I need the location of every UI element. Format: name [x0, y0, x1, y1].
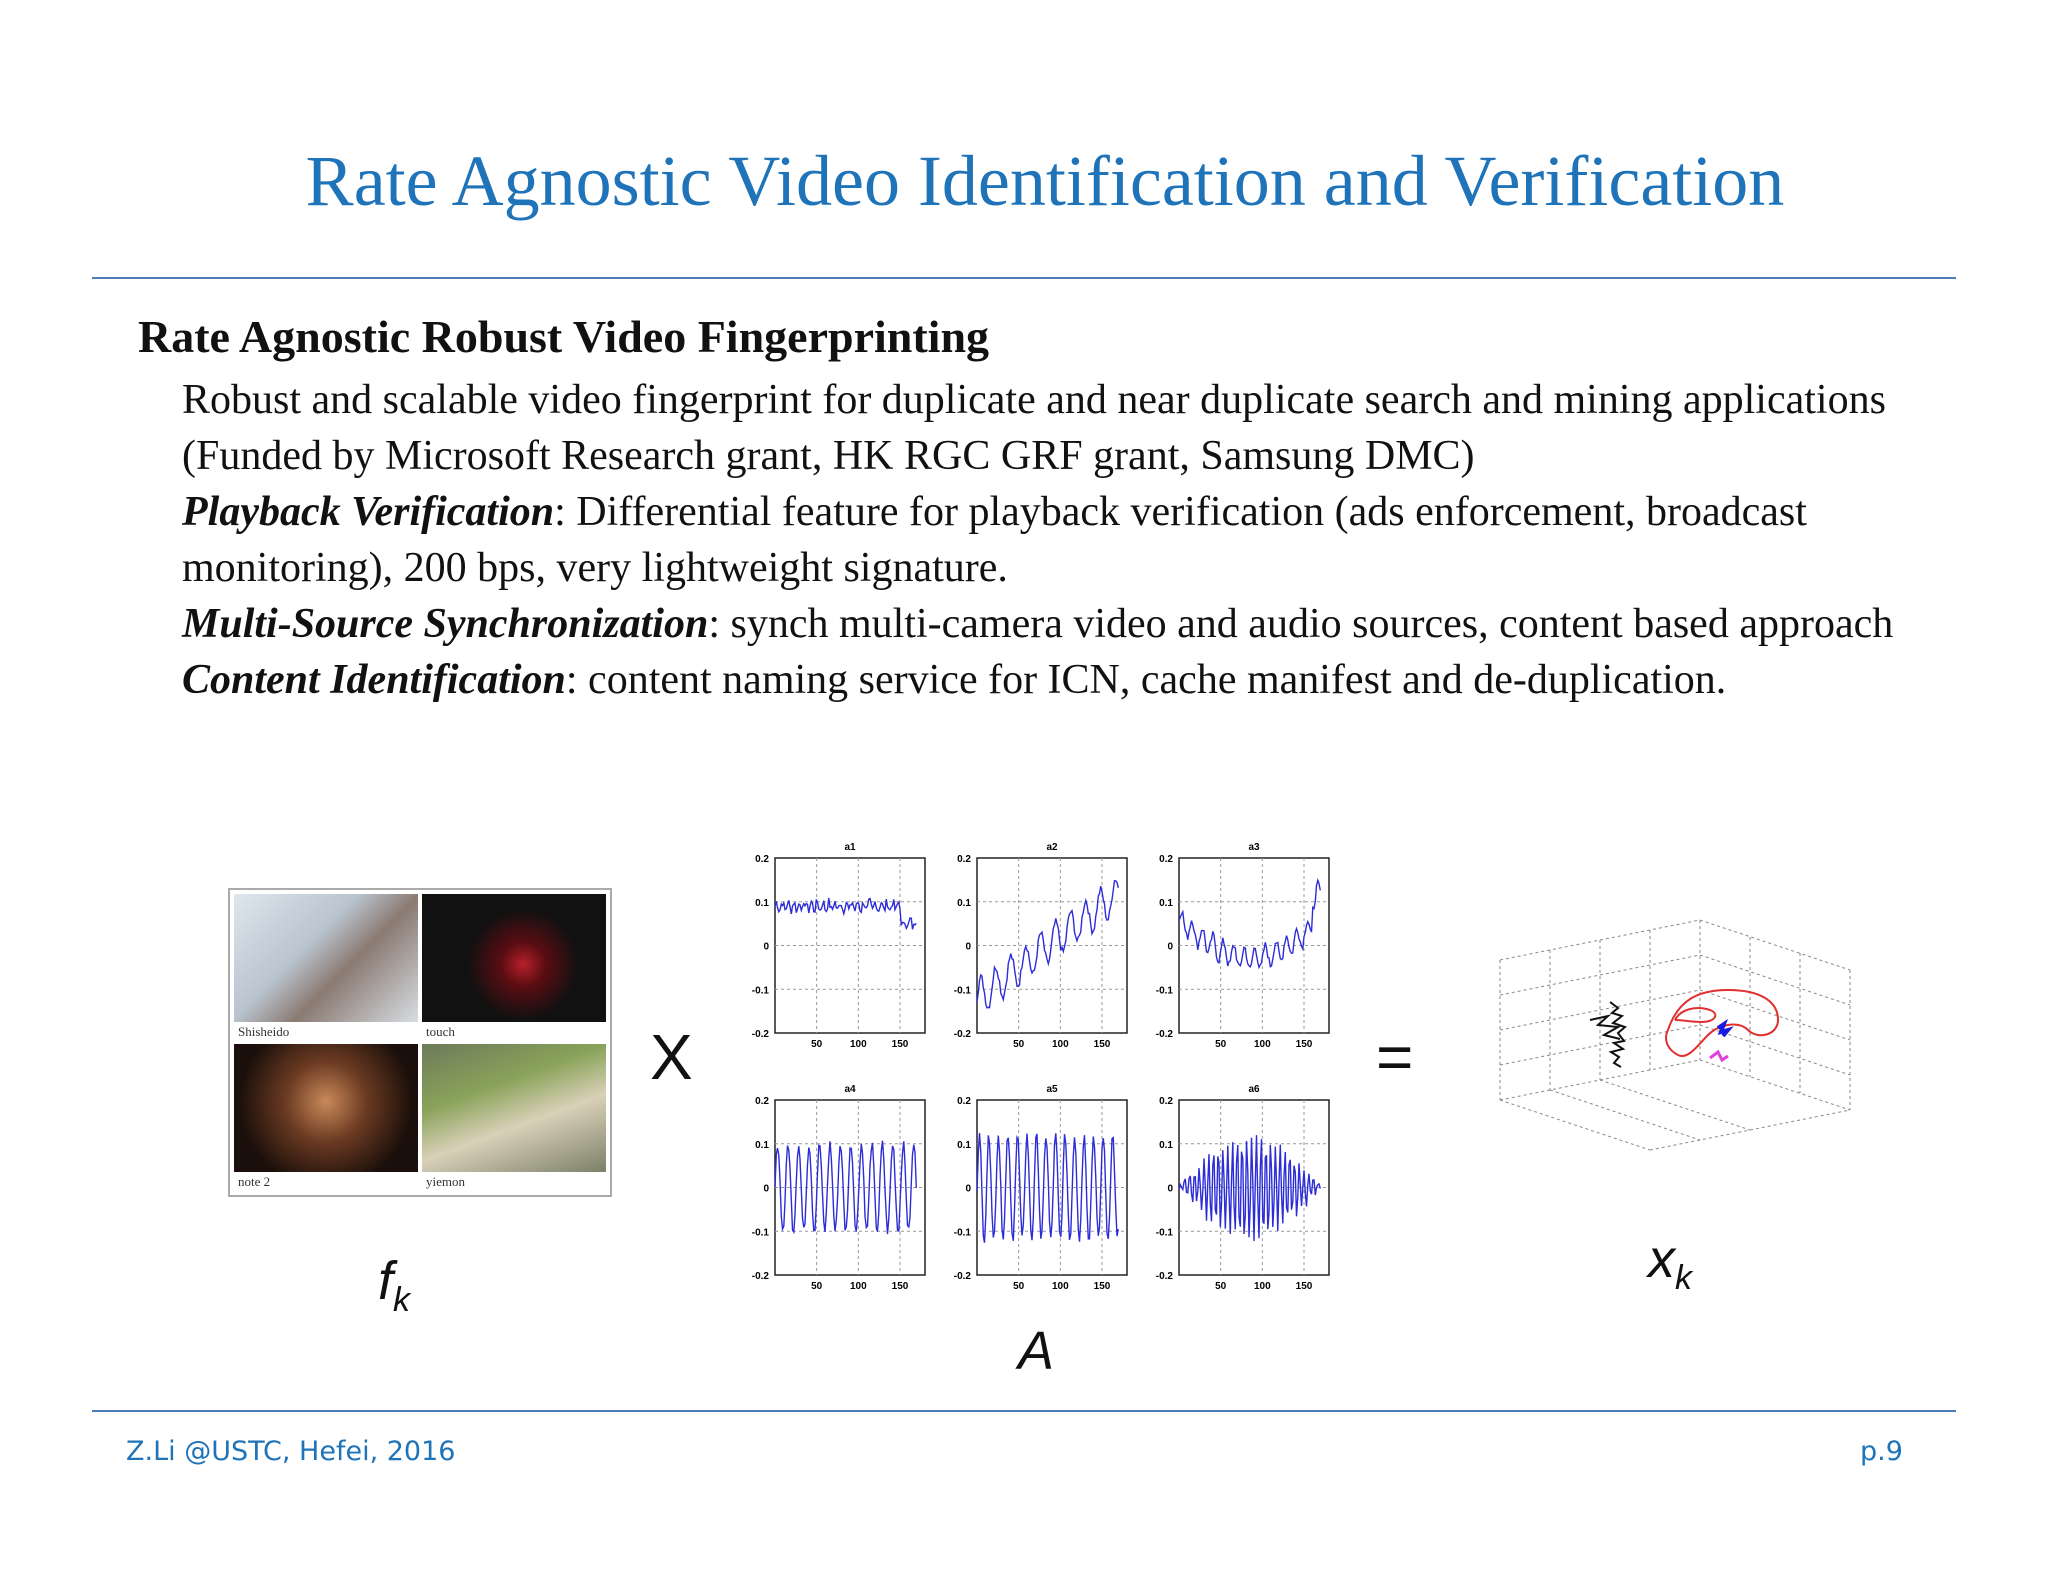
plot-title: a5 — [1046, 1084, 1058, 1095]
x-tick-label: 100 — [1051, 1281, 1069, 1290]
frame-label: touch — [426, 1024, 455, 1039]
bullet-item: Playback Verification: Differential feature for playback verification (ads enforcement, broadcast monitoring), 200 bps, very lightweight signature. — [182, 489, 1807, 591]
y-tick-label: -0.1 — [953, 985, 971, 997]
frame-label: Shisheido — [238, 1024, 290, 1039]
x-tick-label: 50 — [811, 1039, 823, 1050]
x-tick-label: 150 — [1093, 1281, 1111, 1290]
video-frame-thumbnail — [422, 894, 606, 1022]
y-tick-label: -0.1 — [1155, 1227, 1173, 1239]
y-tick-label: -0.2 — [751, 1271, 769, 1282]
bullet-term: Content Identification — [182, 657, 566, 703]
page-number: p.9 — [1860, 1436, 1903, 1467]
y-tick-label: -0.2 — [953, 1271, 971, 1282]
plot-title: a1 — [844, 842, 856, 853]
x-tick-label: 150 — [891, 1281, 909, 1290]
y-tick-label: 0 — [965, 1183, 971, 1195]
video-frame-thumbnail — [422, 1044, 606, 1172]
x-tick-label: 50 — [1013, 1039, 1025, 1050]
y-tick-label: 0.2 — [755, 854, 769, 865]
x-tick-label: 150 — [891, 1039, 909, 1050]
video-frame-grid — [228, 888, 612, 1197]
bullet-item: Multi-Source Synchronization: synch multi-camera video and audio sources, content based approach — [182, 601, 1894, 647]
video-frame-thumbnail — [234, 1044, 418, 1172]
y-tick-label: 0 — [965, 941, 971, 953]
plot-title: a4 — [844, 1084, 856, 1095]
footer-author: Z.Li @USTC, Hefei, 2016 — [126, 1436, 456, 1467]
x-tick-label: 50 — [1215, 1281, 1227, 1290]
y-tick-label: 0 — [1167, 941, 1173, 953]
y-tick-label: 0.1 — [1159, 1139, 1173, 1151]
y-tick-label: 0.1 — [957, 897, 971, 909]
y-tick-label: -0.1 — [953, 1227, 971, 1239]
y-tick-label: 0 — [763, 1183, 769, 1195]
frame-label: yiemon — [426, 1174, 465, 1189]
multiply-symbol: X — [650, 1021, 693, 1093]
y-tick-label: -0.2 — [1155, 1271, 1173, 1282]
y-tick-label: -0.2 — [1155, 1029, 1173, 1040]
bullet-term: Multi-Source Synchronization — [182, 601, 709, 647]
trajectory-3d-plot — [1470, 910, 1880, 1160]
fk-label: $f_k$ — [378, 1251, 411, 1319]
x-tick-label: 150 — [1093, 1039, 1111, 1050]
equals-symbol: = — [1376, 1021, 1414, 1093]
section-heading: Rate Agnostic Robust Video Fingerprinting — [138, 311, 990, 362]
y-tick-label: -0.1 — [751, 1227, 769, 1239]
y-tick-label: -0.2 — [751, 1029, 769, 1040]
y-tick-label: -0.1 — [751, 985, 769, 997]
y-tick-label: 0.1 — [957, 1139, 971, 1151]
y-tick-label: 0.1 — [755, 897, 769, 909]
bullet-item: Content Identification: content naming service for ICN, cache manifest and de-duplication. — [182, 657, 1727, 703]
frame-label: note 2 — [238, 1174, 271, 1189]
y-tick-label: 0.2 — [1159, 1096, 1173, 1107]
x-tick-label: 50 — [1013, 1281, 1025, 1290]
video-frame-thumbnail — [234, 894, 418, 1022]
y-tick-label: 0.1 — [1159, 897, 1173, 909]
basis-plots — [730, 830, 1350, 1290]
x-tick-label: 100 — [849, 1039, 867, 1050]
x-tick-label: 50 — [1215, 1039, 1227, 1050]
bullet-list — [182, 372, 1922, 708]
x-tick-label: 50 — [811, 1281, 823, 1290]
x-tick-label: 150 — [1295, 1281, 1313, 1290]
x-tick-label: 100 — [1051, 1039, 1069, 1050]
y-tick-label: 0.2 — [1159, 854, 1173, 865]
y-tick-label: 0.2 — [957, 1096, 971, 1107]
title-divider — [92, 277, 1956, 279]
footer-divider — [92, 1410, 1956, 1412]
x-tick-label: 100 — [1253, 1281, 1271, 1290]
x-tick-label: 100 — [1253, 1039, 1271, 1050]
bullet-item: Robust and scalable video fingerprint for duplicate and near duplicate search and mining applications (Funded by Microsoft Research grant, HK RGC GRF grant, Samsung DMC) — [182, 377, 1886, 479]
y-tick-label: 0 — [763, 941, 769, 953]
y-tick-label: 0.2 — [957, 854, 971, 865]
plot-title: a6 — [1248, 1084, 1260, 1095]
bullet-term: Playback Verification — [182, 489, 555, 535]
slide-title: Rate Agnostic Video Identification and Verification — [305, 141, 1785, 221]
y-tick-label: 0 — [1167, 1183, 1173, 1195]
y-tick-label: -0.1 — [1155, 985, 1173, 997]
plot-title: a2 — [1046, 842, 1058, 853]
xk-label: $x_k$ — [1648, 1229, 1692, 1297]
A-label: A — [1018, 1321, 1055, 1381]
x-tick-label: 100 — [849, 1281, 867, 1290]
x-tick-label: 150 — [1295, 1039, 1313, 1050]
y-tick-label: 0.2 — [755, 1096, 769, 1107]
y-tick-label: -0.2 — [953, 1029, 971, 1040]
y-tick-label: 0.1 — [755, 1139, 769, 1151]
plot-title: a3 — [1248, 842, 1260, 853]
